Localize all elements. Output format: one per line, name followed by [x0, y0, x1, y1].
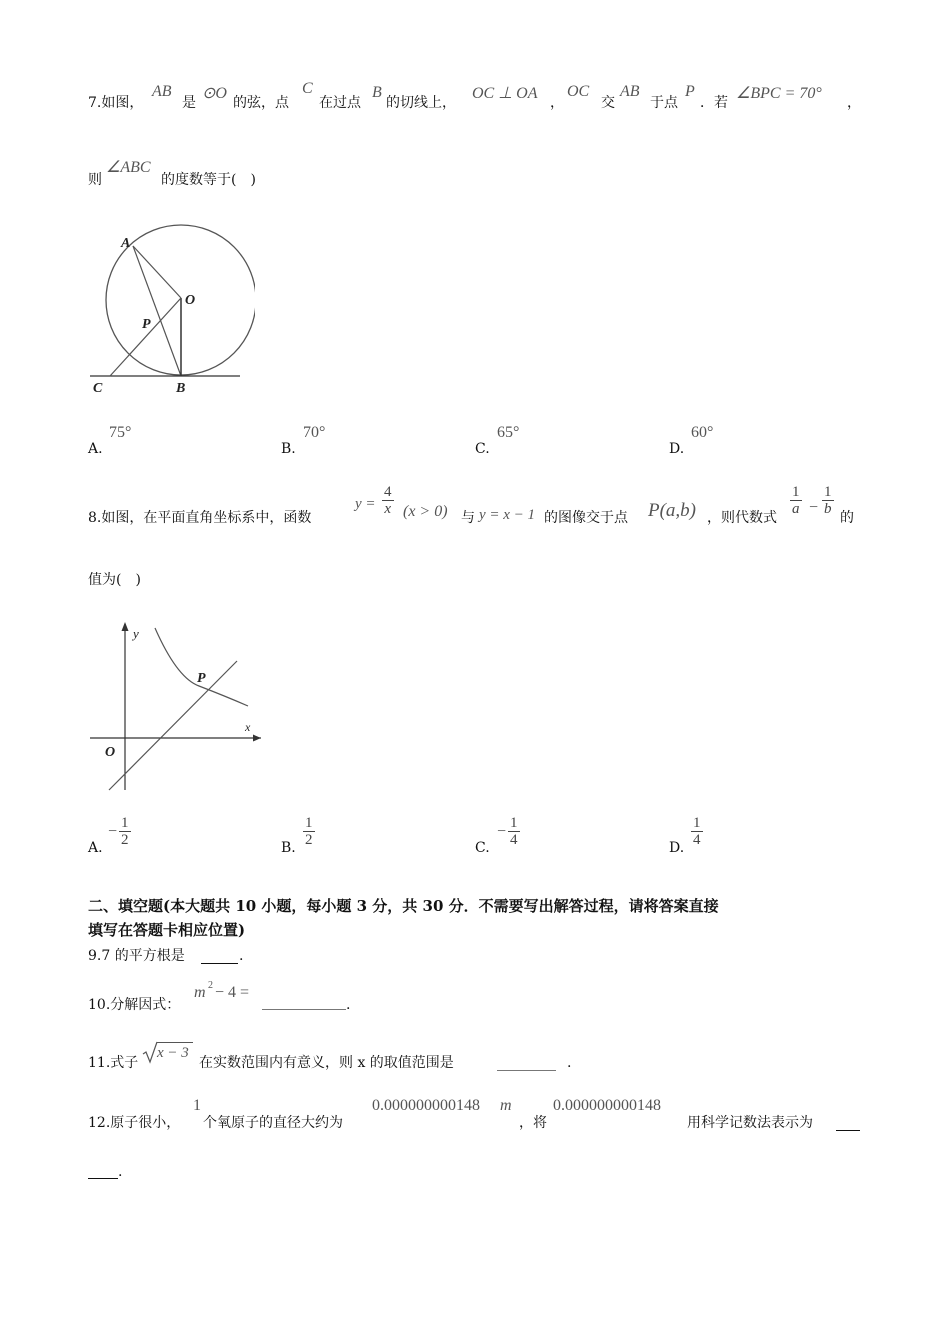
radical-bar	[157, 1042, 193, 1043]
q12-text-a: 12.原子很小，	[88, 1115, 181, 1131]
q8-func-den: x	[384, 501, 392, 517]
q11-text-b: 在实数范围内有意义，则 x 的取值范围是	[199, 1055, 454, 1071]
q7-b: B	[372, 84, 382, 101]
q7-shi: 是	[182, 95, 196, 111]
hyperbola-curve	[155, 628, 248, 706]
segment-oc	[110, 298, 181, 376]
label-a: A	[121, 236, 131, 251]
q9-text: 9.7 的平方根是	[88, 948, 185, 964]
line-y-x-minus-1	[109, 661, 237, 790]
q8-func-lhs: y =	[355, 496, 376, 512]
q8-yu: 与	[461, 510, 475, 526]
q7-c: C	[302, 80, 313, 97]
q12-end: .	[118, 1164, 123, 1180]
q8-func-num: 4	[384, 484, 392, 500]
q8-option-d-num: 1	[693, 815, 701, 831]
q8-de: 的	[840, 510, 854, 526]
q10-expr-exp: 2	[208, 980, 213, 991]
q8-text-a: 8.如图，在平面直角坐标系中，函数	[88, 510, 312, 526]
q9-end: .	[239, 948, 244, 964]
q10-expr-rest: − 4 =	[215, 984, 250, 1001]
q8-option-a-den: 2	[121, 832, 129, 848]
q8-option-b-letter: B.	[281, 840, 296, 856]
radical-sign-icon	[142, 1040, 158, 1064]
q7-option-d-value: 60°	[691, 424, 714, 441]
section-heading-line-1: 二、填空题(本大题共 10 小题，每小题 3 分，共 30 分．不需要写出解答过程，请将答案直接	[88, 897, 719, 915]
q8-option-c-num: 1	[510, 815, 518, 831]
label-p: P	[142, 317, 151, 332]
q8-option-c-den: 4	[510, 832, 518, 848]
q7-yu-dian: 于点	[650, 95, 678, 111]
q8-expr-n2: 1	[824, 484, 832, 500]
q8-line2: 值为( )	[88, 572, 141, 588]
q7-option-a-letter: A.	[88, 441, 103, 457]
x-axis-arrow	[253, 735, 261, 742]
q7-circle-figure	[85, 222, 255, 398]
q7-option-c-value: 65°	[497, 424, 520, 441]
q8-option-c-letter: C.	[475, 840, 490, 856]
q7-p: P	[685, 83, 695, 100]
q11-end: .	[567, 1055, 572, 1071]
q10-expr-m: m	[194, 984, 206, 1001]
q7-number: 7.如图，	[88, 95, 144, 111]
q8-expr-n1: 1	[792, 484, 800, 500]
label-o: O	[185, 293, 196, 308]
q8-expr-d1: a	[792, 501, 800, 517]
q8-expr-fraction-2	[822, 484, 834, 517]
q8-expr-minus: −	[809, 499, 819, 516]
q8-point: P(a,b)	[648, 500, 697, 521]
q8-option-a-fraction	[119, 815, 131, 848]
q12-answer-blank-part-2[interactable]	[88, 1162, 118, 1179]
q8-option-b-fraction	[303, 815, 315, 848]
q10-text: 10.分解因式：	[88, 997, 181, 1013]
q8-option-d-fraction	[691, 815, 703, 848]
q9-answer-blank[interactable]	[201, 947, 238, 964]
q7-option-c-letter: C.	[475, 441, 490, 457]
q12-text-d: 用科学记数法表示为	[687, 1115, 813, 1131]
q7-oc-perp-oa: OC ⊥ OA	[472, 85, 538, 102]
q7-text: 在过点	[319, 95, 361, 111]
q11-text-a: 11.式子	[88, 1055, 139, 1071]
q7-comma: ，	[550, 95, 564, 111]
q10-end: .	[346, 997, 351, 1013]
q8-option-b-den: 2	[305, 832, 313, 848]
q11-radicand: x − 3	[157, 1045, 189, 1061]
q10-answer-blank[interactable]	[262, 993, 346, 1010]
label-y: y	[133, 626, 139, 641]
q8-option-b-num: 1	[305, 815, 313, 831]
q8-option-c-sign: −	[497, 823, 507, 840]
q7-angle-bpc: ∠BPC = 70°	[736, 85, 822, 102]
q8-func-fraction	[382, 484, 394, 517]
q8-option-c-fraction	[508, 815, 520, 848]
q8-option-a-letter: A.	[88, 840, 103, 856]
q7-ruo: ．若	[700, 95, 728, 111]
label-c: C	[93, 381, 103, 396]
q8-graph-figure	[85, 618, 267, 796]
q8-option-a-sign: −	[108, 823, 118, 840]
y-axis-arrow	[122, 622, 129, 631]
q7-option-b-value: 70°	[303, 424, 326, 441]
q7-option-a-value: 75°	[109, 424, 132, 441]
q7-ab2: AB	[620, 83, 640, 100]
q12-text-b: 个氧原子的直径大约为	[203, 1115, 343, 1131]
q8-option-a-num: 1	[121, 815, 129, 831]
q7-text: 的弦，点	[233, 95, 289, 111]
segment-oa	[133, 246, 181, 298]
label-b: B	[176, 381, 186, 396]
q12-value-1: 0.000000000148	[372, 1097, 480, 1114]
q7-end-comma: ，	[847, 95, 861, 111]
q7-circle-o: ⊙O	[202, 85, 227, 102]
section-heading-line-2: 填写在答题卡相应位置)	[88, 921, 246, 939]
q8-expr-d2: b	[824, 501, 832, 517]
q8-option-d-letter: D.	[669, 840, 685, 856]
q12-text-c: ，将	[519, 1115, 547, 1131]
q12-value-2: 0.000000000148	[553, 1097, 661, 1114]
q8-expr-fraction-1	[790, 484, 802, 517]
label-o: O	[105, 745, 116, 760]
q12-unit: m	[500, 1097, 512, 1114]
q7-ab: AB	[152, 83, 172, 100]
q12-answer-blank-part-1[interactable]	[836, 1114, 860, 1131]
q7-question-tail: 的度数等于( )	[161, 172, 256, 188]
q7-angle-abc: ∠ABC	[106, 159, 151, 176]
q7-text: 的切线上，	[386, 95, 456, 111]
q11-answer-blank[interactable]	[497, 1054, 556, 1071]
q8-line-eq: y = x − 1	[479, 507, 536, 523]
q8-func-cond: (x > 0)	[403, 503, 448, 520]
q12-one: 1	[193, 1097, 201, 1114]
chord-ab	[133, 246, 181, 376]
q7-option-d-letter: D.	[669, 441, 685, 457]
q8-option-d-den: 4	[693, 832, 701, 848]
q7-option-b-letter: B.	[281, 441, 296, 457]
label-x: x	[245, 720, 251, 734]
q7-oc: OC	[567, 83, 590, 100]
q7-jiao: 交	[601, 95, 615, 111]
q7-ze: 则	[88, 172, 102, 188]
q8-tail: ，则代数式	[707, 510, 777, 526]
q8-mid: 的图像交于点	[544, 510, 628, 526]
label-p: P	[197, 671, 206, 686]
